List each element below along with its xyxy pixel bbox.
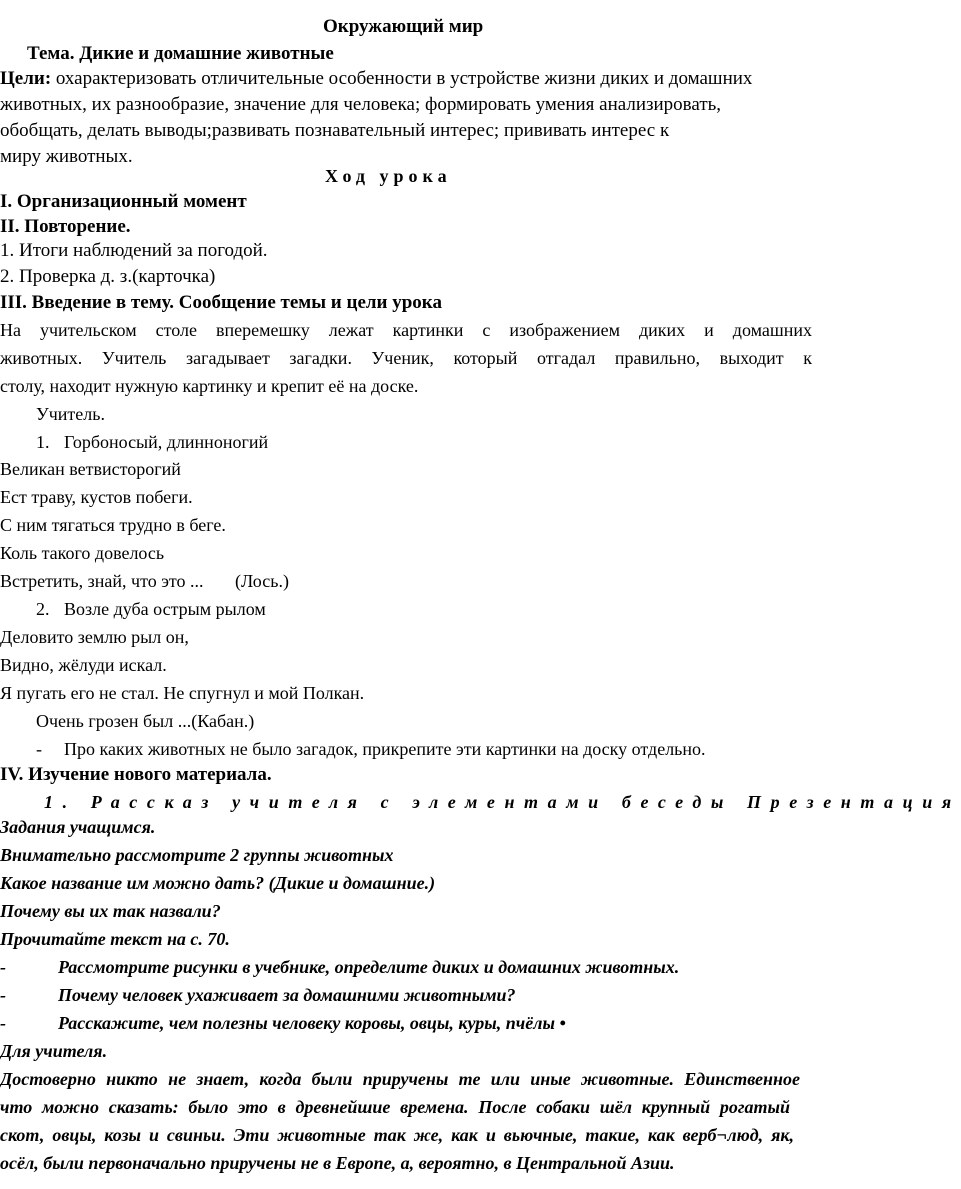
riddle-1-line-4: С ним тягаться трудно в беге. (0, 515, 226, 535)
task-4: Прочитайте текст на с. 70. (0, 929, 230, 949)
section-2-item-1: 1. Итоги наблюдений за погодой. (0, 240, 268, 261)
section-4-subheading: 1. Рассказ учителя с элементами беседы Презентация (44, 792, 961, 812)
lesson-title: Ход урока (325, 166, 452, 186)
riddle-1-line-2: Великан ветвисторогий (0, 459, 181, 479)
riddle-1-line-5: Коль такого довелось (0, 543, 165, 563)
bullet-1-text: Рассмотрите рисунки в учебнике, определите диких и домашних животных. (58, 957, 680, 977)
task-3: Почему вы их так назвали? (0, 901, 221, 921)
section-3-paragraph-line-3: столу, находит нужную картинку и крепит её на доске. (0, 376, 419, 396)
teacher-note-line-4: осёл, были первоначально приручены не в Европе, а, вероятно, в Центральной Азии. (0, 1153, 675, 1173)
task-2: Какое название им можно дать? (Дикие и домашние.) (0, 873, 436, 893)
goals-label: Цели: (0, 68, 52, 89)
riddle-2-line-3: Видно, жёлуди искал. (0, 655, 167, 675)
goals-line-4: миру животных. (0, 146, 133, 167)
goals-line-2: животных, их разнообразие, значение для человека; формировать умения анализировать, (0, 94, 722, 115)
section-3-paragraph-line-2: животных. Учитель загадывает загадки. Ученик, который отгадал правильно, выходит к (0, 348, 812, 368)
section-3-heading: III. Введение в тему. Сообщение темы и цели урока (0, 292, 442, 313)
section-4-heading: IV. Изучение нового материала. (0, 764, 272, 785)
riddle-1-line-3: Ест траву, кустов побеги. (0, 487, 193, 507)
bullet-2-text: Почему человек ухаживает за домашними животными? (58, 985, 516, 1005)
goals-text-1: охарактеризовать отличительные особенности в устройстве жизни диких и домашних (55, 68, 753, 89)
teacher-note-line-1: Достоверно никто не знает, когда были приручены те или иные животные. Единственное (0, 1069, 800, 1089)
goals-line-1 (0, 68, 752, 90)
riddle-1-number: 1. (36, 432, 50, 452)
teacher-note-line-3: скот, овцы, козы и свиньи. Эти животные так же, как и вьючные, такие, как верб¬люд, як, (0, 1125, 794, 1145)
riddle-2-number: 2. (36, 599, 50, 619)
dash-marker: - (36, 739, 42, 759)
riddle-2-line-5: Очень грозен был ...(Кабан.) (36, 711, 255, 731)
section-2-item-2: 2. Проверка д. з.(карточка) (0, 266, 216, 287)
teacher-note-label: Для учителя. (0, 1041, 108, 1061)
tasks-label: Задания учащимся. (0, 817, 156, 837)
section-1-heading: I. Организационный момент (0, 191, 247, 212)
section-3-paragraph-line-1: На учительском столе вперемешку лежат картинки с изображением диких и домашних (0, 320, 812, 340)
bullet-1-dash: - (0, 957, 6, 977)
goals-line-3: обобщать, делать выводы;развивать познавательный интерес; прививать интерес к (0, 120, 670, 141)
bullet-2-dash: - (0, 985, 6, 1005)
dash-item-text: Про каких животных не было загадок, прикрепите эти картинки на доску отдельно. (64, 739, 706, 759)
bullet-3-text: Расскажите, чем полезны человеку коровы, овцы, куры, пчёлы • (58, 1013, 566, 1033)
teacher-label: Учитель. (36, 404, 105, 424)
section-2-heading: II. Повторение. (0, 216, 131, 237)
subject-heading: Окружающий мир (323, 16, 484, 37)
topic-heading: Тема. Дикие и домашние животные (27, 43, 334, 64)
riddle-2-line-1: Возле дуба острым рылом (64, 599, 266, 619)
riddle-2-line-2: Деловито землю рыл он, (0, 627, 189, 647)
riddle-1-line-6: Встретить, знай, что это ... (Лось.) (0, 571, 289, 591)
bullet-3-dash: - (0, 1013, 6, 1033)
riddle-2-line-4: Я пугать его не стал. Не спугнул и мой Полкан. (0, 683, 365, 703)
riddle-1-line-1: Горбоносый, длинноногий (64, 432, 269, 452)
task-1: Внимательно рассмотрите 2 группы животных (0, 845, 394, 865)
teacher-note-line-2: что можно сказать: было это в древнейшие времена. После собаки шёл крупный рогатый (0, 1097, 790, 1117)
